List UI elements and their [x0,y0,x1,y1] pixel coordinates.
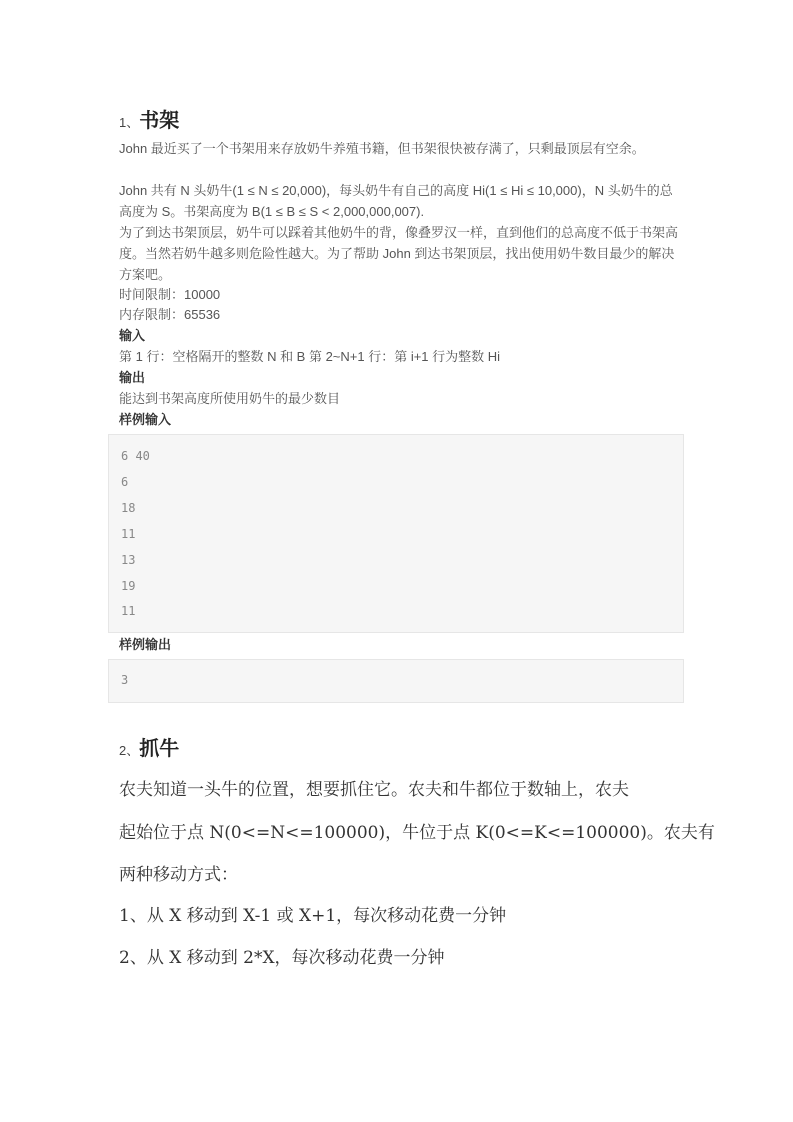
section2-line: 农夫知道一头牛的位置，想要抓住它。农夫和牛都位于数轴上，农夫 [119,780,629,800]
sample-input-line: 19 [121,579,136,593]
sample-output-label: 样例输出 [119,637,172,652]
sample-input-line: 6 40 [121,449,150,463]
sample-input-line: 13 [121,553,136,567]
section1-paragraph-2: John 共有 N 头奶牛(1 ≤ N ≤ 20,000)，每头奶牛有自己的高度 Hi(1 ≤ Hi ≤ 10,000)，N 头奶牛的总高度为 S。书架高度为 B(1 ≤ B ≤ S < 2,000,000,007). [119,183,673,219]
sample-input-label: 样例输入 [119,412,172,427]
section2-line: 2、从 X 移动到 2*X，每次移动花费一分钟 [119,948,445,968]
section2-line: 1、从 X 移动到 X-1 或 X+1，每次移动花费一分钟 [119,906,507,926]
section1-number: 1、 [119,115,140,130]
section1-heading [119,104,179,134]
sample-input-line: 6 [121,475,129,489]
output-label: 输出 [119,370,146,385]
section1-paragraph-3: 为了到达书架顶层，奶牛可以踩着其他奶牛的背，像叠罗汉一样，直到他们的总高度不低于书架高度。当然若奶牛越多则危险性越大。为了帮助 John 到达书架顶层，找出使用奶牛数目最少的解决方案吧。 [119,225,679,282]
sample-output-line: 3 [121,673,129,687]
time-limit: 时间限制：10000 [119,287,221,302]
section2-number: 2、 [119,743,140,758]
sample-input-line: 18 [121,501,136,515]
section2-line: 起始位于点 N(0<=N<=100000)，牛位于点 K(0<=K<=100000)。农夫有 [119,823,715,843]
sample-output-code-block [108,659,684,703]
section1-title: 书架 [139,110,180,132]
section2-title: 抓牛 [139,738,180,760]
section1-paragraph-1: John 最近买了一个书架用来存放奶牛养殖书籍，但书架很快被存满了，只剩最顶层有空余。 [119,141,645,156]
input-description: 第 1 行：空格隔开的整数 N 和 B 第 2~N+1 行：第 i+1 行为整数 Hi [119,349,501,364]
sample-input-line: 11 [121,527,136,541]
sample-input-code-block [108,434,684,633]
sample-input-line: 11 [121,604,136,618]
memory-limit: 内存限制：65536 [119,307,221,322]
input-label: 输入 [119,328,146,343]
section2-line: 两种移动方式： [119,865,238,885]
section2-heading [119,732,179,761]
output-description: 能达到书架高度所使用奶牛的最少数目 [119,391,341,406]
